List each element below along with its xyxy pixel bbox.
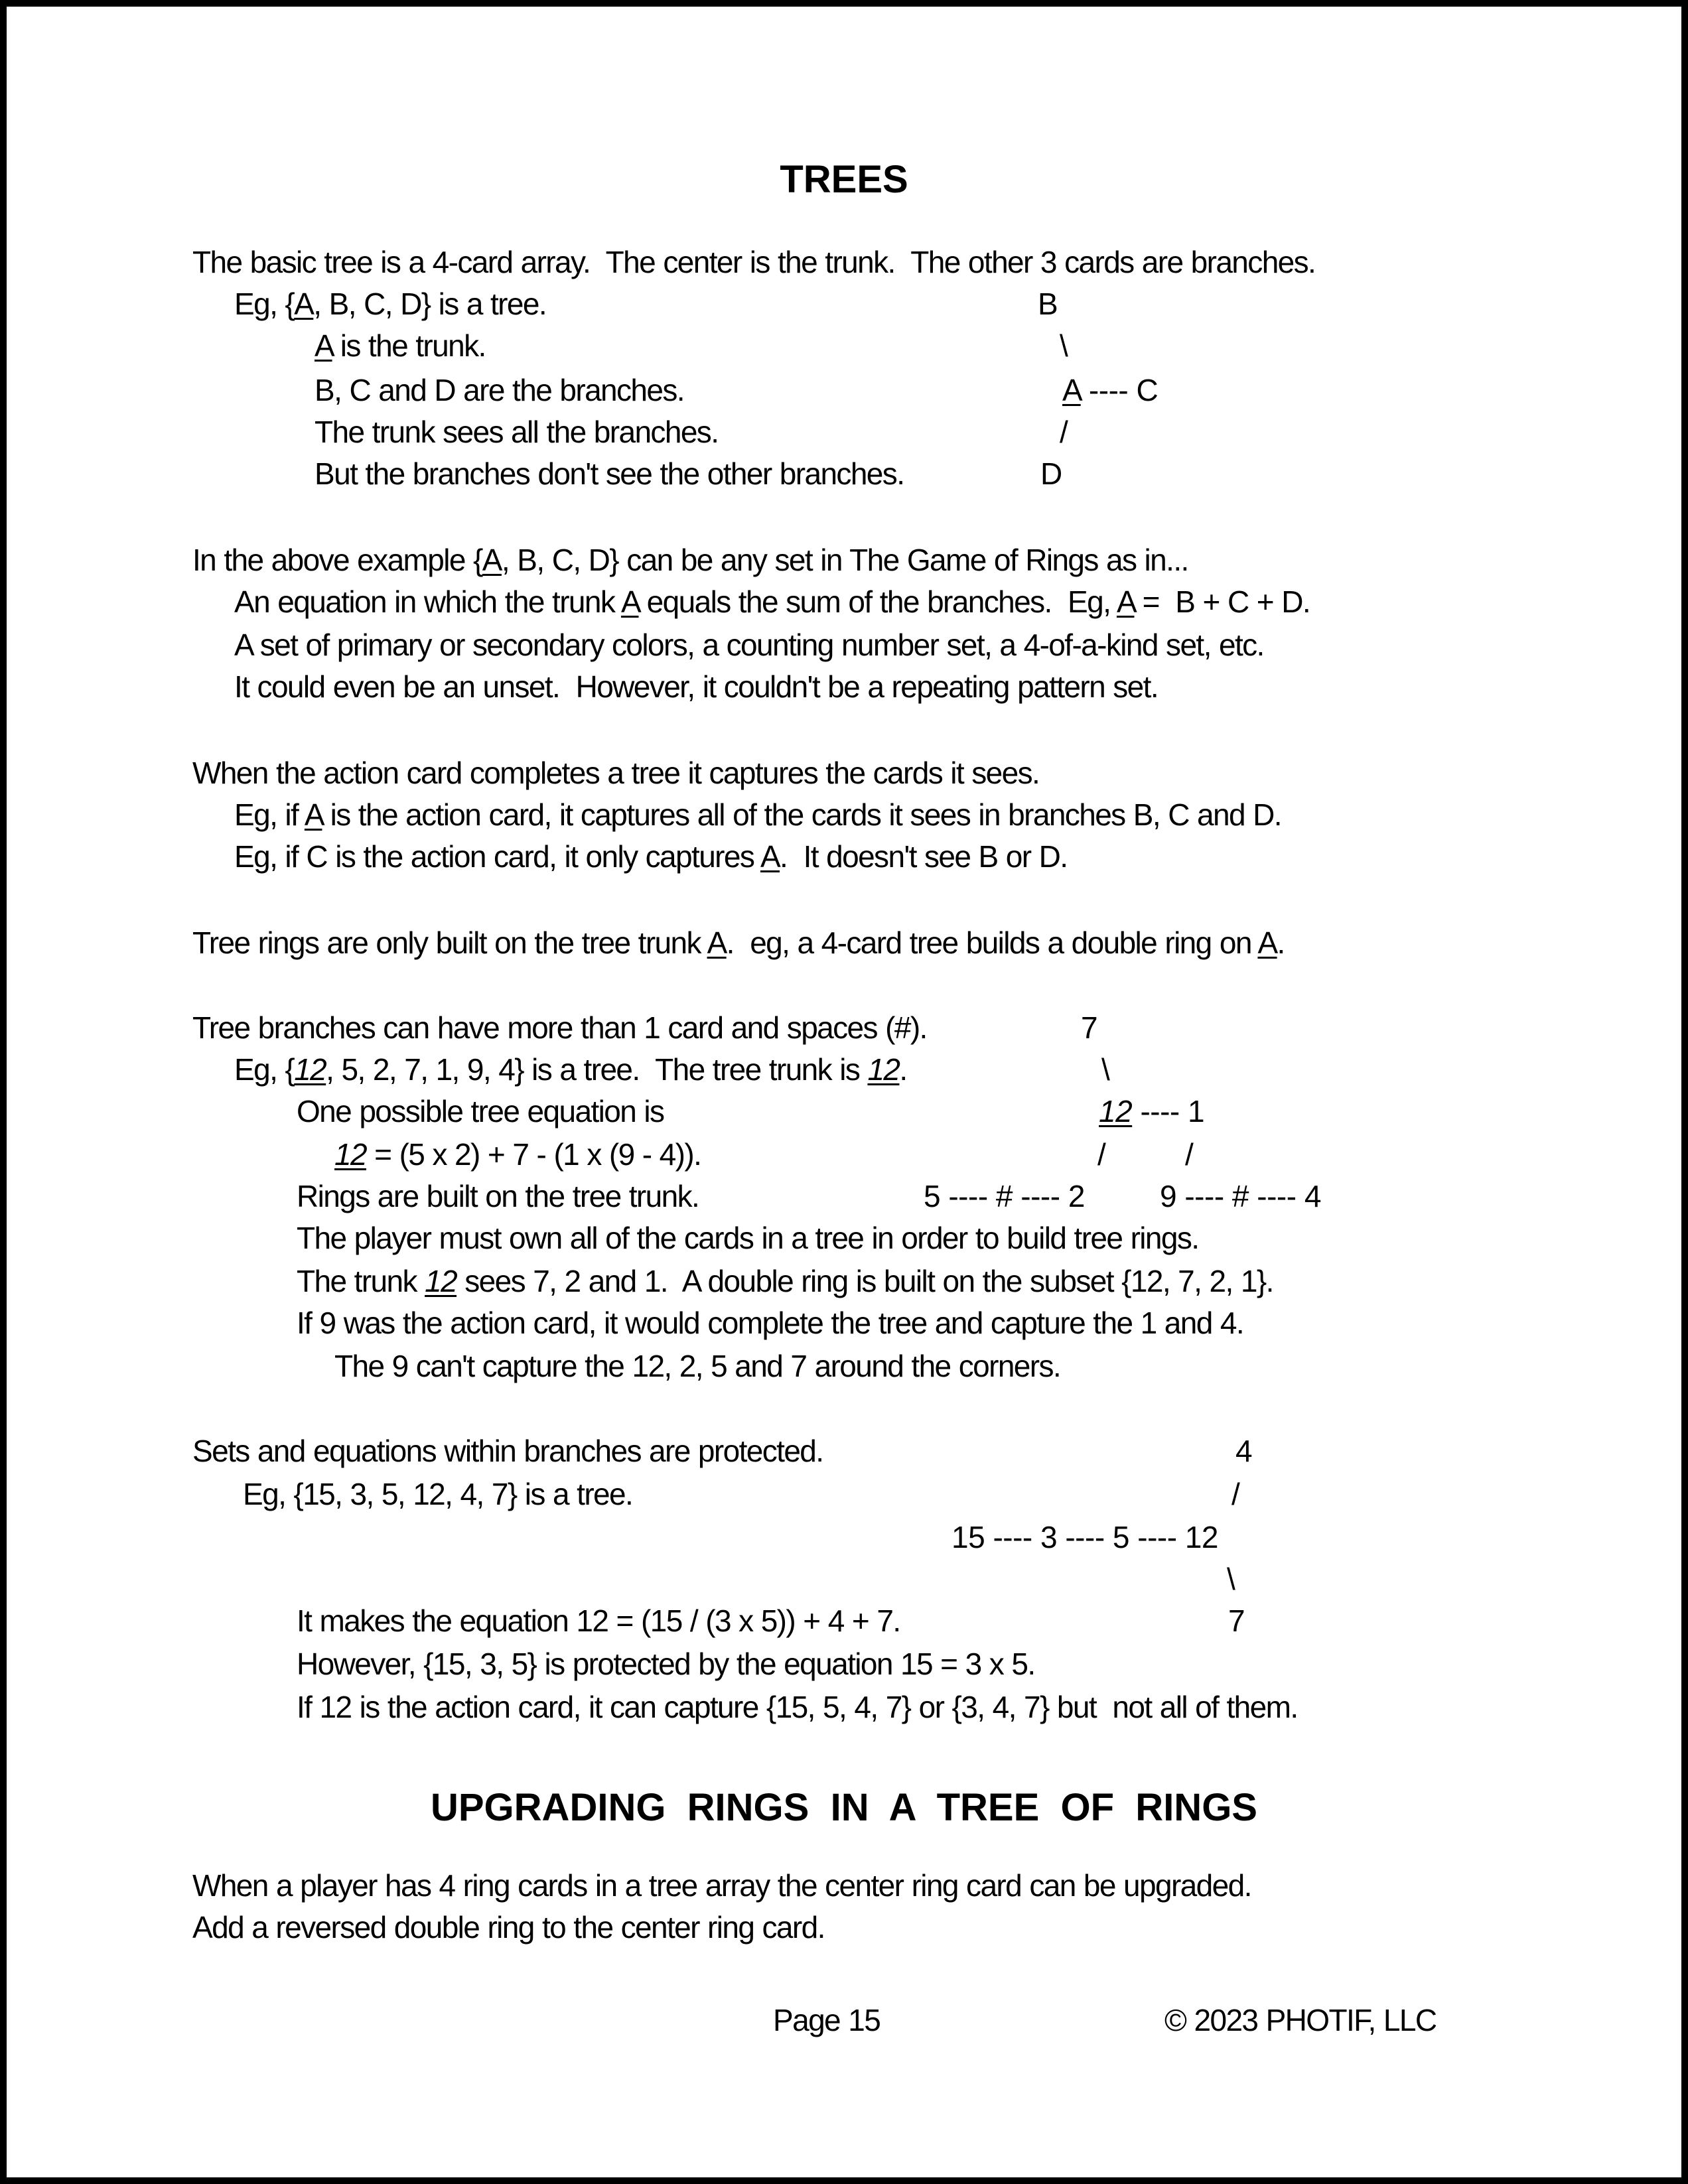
text-run: = (5 x 2) + 7 - (1 x (9 - 4)).	[366, 1137, 701, 1172]
text-run: B, C and D are the branches.	[315, 373, 684, 407]
diagram-node	[1231, 1479, 1239, 1509]
text-run: 7	[1081, 1010, 1098, 1045]
copyright-notice: © 2023 PHOTIF, LLC	[1164, 2003, 1437, 2037]
underlined-term: A	[315, 328, 332, 363]
text-line	[192, 758, 1039, 788]
underlined-term: A	[620, 584, 639, 619]
text-line	[192, 1012, 927, 1043]
diagram-node	[1060, 330, 1068, 361]
underlined-term: A	[707, 925, 727, 960]
text-line	[297, 1181, 699, 1211]
section-heading-trees: TREES	[780, 158, 908, 201]
text-run: equals the sum of the branches. Eg,	[638, 584, 1117, 619]
text-run: However, {15, 3, 5} is protected by the equation 15 = 3 x 5.	[297, 1647, 1035, 1681]
text-run: It could even be an unset. However, it couldn't be a repeating pattern set.	[234, 669, 1159, 704]
text-run: But the branches don't see the other branches.	[315, 456, 904, 491]
text-run: \	[1101, 1052, 1110, 1087]
text-line	[234, 1054, 907, 1085]
underlined-term: 12	[867, 1052, 900, 1087]
underlined-term: A	[1116, 584, 1135, 619]
text-run: When the action card completes a tree it captures the cards it sees.	[192, 756, 1040, 790]
text-run: = B + C + D.	[1134, 584, 1310, 619]
text-line	[234, 841, 1067, 872]
text-line	[297, 1692, 1298, 1722]
text-run: , B, C, D} can be any set in The Game of Rings as in...	[501, 543, 1188, 577]
text-line	[234, 586, 1310, 617]
diagram-node	[1060, 417, 1068, 447]
text-run: If 12 is the action card, it can capture {15, 5, 4, 7} or {3, 4, 7} but not all of them.	[297, 1690, 1298, 1724]
text-line	[315, 458, 904, 489]
diagram-node	[1099, 1096, 1204, 1126]
text-run: \	[1227, 1562, 1235, 1596]
underlined-term: 12	[1099, 1094, 1133, 1128]
text-run: B	[1038, 287, 1058, 321]
text-line	[315, 330, 486, 361]
text-run: /	[1185, 1137, 1194, 1172]
text-line	[192, 1870, 1251, 1901]
text-line	[234, 799, 1281, 830]
text-run: The player must own all of the cards in a tree in order to build tree rings.	[297, 1221, 1199, 1255]
text-line	[234, 630, 1264, 660]
text-line	[297, 1266, 1273, 1296]
text-line	[192, 1912, 825, 1943]
text-line	[297, 1096, 664, 1126]
text-run: . It doesn't see B or D.	[780, 839, 1068, 874]
diagram-node	[1160, 1181, 1321, 1211]
text-run: D	[1040, 456, 1062, 491]
text-run: 5 ---- # ---- 2	[924, 1179, 1085, 1213]
underlined-term: 12	[334, 1137, 366, 1172]
text-run: Sets and equations within branches are protected.	[192, 1434, 823, 1468]
text-line	[334, 1351, 1060, 1381]
text-run: 7	[1228, 1604, 1245, 1638]
text-run: In the above example {	[192, 543, 482, 577]
text-run: The 9 can't capture the 12, 2, 5 and 7 around the corners.	[334, 1349, 1061, 1383]
text-run: 15 ---- 3 ---- 5 ---- 12	[951, 1520, 1218, 1554]
section-heading-upgrading-rings: UPGRADING RINGS IN A TREE OF RINGS	[430, 1786, 1257, 1829]
text-line	[192, 1436, 823, 1466]
text-line	[192, 247, 1315, 277]
text-line	[192, 545, 1188, 575]
text-run: ---- 1	[1132, 1094, 1205, 1128]
text-run: Eg, if	[234, 797, 305, 832]
text-run: Eg, if C is the action card, it only captures	[234, 839, 760, 874]
text-line	[234, 289, 546, 319]
text-run: The trunk sees all the branches.	[315, 415, 719, 449]
underlined-term: A	[304, 797, 322, 832]
text-run: . eg, a 4-card tree builds a double ring on	[726, 925, 1258, 960]
underlined-term: A	[294, 287, 314, 321]
text-run: It makes the equation 12 = (15 / (3 x 5)) + 4 + 7.	[297, 1604, 900, 1638]
text-line	[234, 671, 1158, 702]
text-run: Add a reversed double ring to the center ring card.	[192, 1910, 825, 1945]
text-run: is the action card, it captures all of the cards it sees in branches B, C and D.	[322, 797, 1281, 832]
diagram-node	[1038, 289, 1058, 319]
diagram-node	[1235, 1436, 1252, 1466]
diagram-node	[924, 1181, 1085, 1211]
text-run: Tree rings are only built on the tree trunk	[192, 925, 707, 960]
text-line	[192, 927, 1285, 958]
text-run: When a player has 4 ring cards in a tree array the center ring card can be upgraded.	[192, 1868, 1251, 1903]
text-line	[315, 417, 718, 447]
text-line	[297, 1308, 1243, 1338]
diagram-node	[1228, 1605, 1245, 1636]
text-run: .	[1277, 925, 1285, 960]
text-line	[315, 375, 684, 405]
text-run: Rings are built on the tree trunk.	[297, 1179, 699, 1213]
underlined-term: A	[482, 543, 502, 577]
text-line	[297, 1223, 1198, 1253]
text-run: is the trunk.	[332, 328, 486, 363]
text-run: .	[899, 1052, 907, 1087]
text-run: /	[1060, 415, 1068, 449]
underlined-term: A	[1257, 925, 1277, 960]
diagram-node	[1101, 1054, 1109, 1085]
text-run: 9 ---- # ---- 4	[1160, 1179, 1321, 1213]
underlined-term: A	[760, 839, 780, 874]
text-run: sees 7, 2 and 1. A double ring is built on the subset {12, 7, 2, 1}.	[457, 1264, 1273, 1298]
diagram-node	[951, 1522, 1218, 1552]
text-run: A set of primary or secondary colors, a counting number set, a 4-of-a-kind set, etc.	[234, 628, 1264, 662]
diagram-node	[1227, 1564, 1235, 1594]
text-line	[297, 1649, 1035, 1679]
text-run: An equation in which the trunk	[234, 584, 621, 619]
text-run: , B, C, D} is a tree.	[313, 287, 547, 321]
text-run: Eg, {	[234, 1052, 295, 1087]
text-run: ---- C	[1080, 373, 1159, 407]
text-run: Eg, {15, 3, 5, 12, 4, 7} is a tree.	[243, 1477, 633, 1511]
diagram-node	[1097, 1139, 1105, 1170]
text-run: 4	[1235, 1434, 1253, 1468]
text-line	[334, 1139, 701, 1170]
underlined-term: 12	[425, 1264, 457, 1298]
page-number: Page 15	[773, 2003, 880, 2037]
text-run: If 9 was the action card, it would complete the tree and capture the 1 and 4.	[297, 1306, 1244, 1340]
text-run: The basic tree is a 4-card array. The center is the trunk. The other 3 cards are branches.	[192, 245, 1316, 279]
diagram-node	[1081, 1012, 1097, 1043]
text-run: \	[1060, 328, 1068, 363]
text-run: /	[1231, 1477, 1240, 1511]
diagram-node	[1185, 1139, 1193, 1170]
text-run: /	[1097, 1137, 1106, 1172]
text-run: , 5, 2, 7, 1, 9, 4} is a tree. The tree trunk is	[326, 1052, 868, 1087]
text-run: Tree branches can have more than 1 card and spaces (#).	[192, 1010, 927, 1045]
diagram-node	[1040, 458, 1062, 489]
diagram-node	[1062, 375, 1158, 405]
underlined-term: A	[1062, 373, 1081, 407]
text-line	[297, 1605, 900, 1636]
text-run: The trunk	[297, 1264, 425, 1298]
text-line	[243, 1479, 632, 1509]
text-run: One possible tree equation is	[297, 1094, 664, 1128]
document-page	[7, 7, 1681, 2177]
underlined-term: 12	[294, 1052, 326, 1087]
text-run: Eg, {	[234, 287, 295, 321]
